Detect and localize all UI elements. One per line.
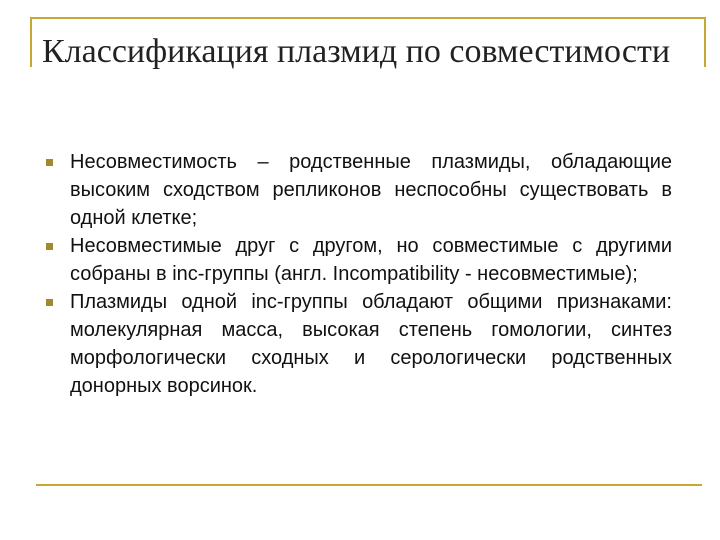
bullet-item-2	[42, 232, 672, 288]
square-bullet-icon	[46, 243, 53, 250]
bullet-item-3	[42, 288, 672, 400]
slide-title: Классификация плазмид по совместимости	[42, 33, 671, 70]
frame-right-line	[704, 17, 706, 67]
bullet-item-1	[42, 148, 672, 232]
bullet-text-2: Несовместимые друг с другом, но совместимые с другими собраны в inc-группы (англ. Incompatibility - несовместимые);	[70, 235, 672, 285]
frame-left-line	[30, 17, 32, 67]
bullet-list	[42, 148, 672, 400]
square-bullet-icon	[46, 299, 53, 306]
frame-bottom-line	[36, 484, 702, 486]
bullet-text-1: Несовместимость – родственные плазмиды, обладающие высоким сходством репликонов неспособны существовать в одной клетке;	[70, 151, 672, 229]
bullet-text-3: Плазмиды одной inc-группы обладают общими признаками: молекулярная масса, высокая степень гомологии, синтез морфологически сходных и серологически родственных донорных ворсинок.	[70, 291, 672, 397]
frame-top-line	[30, 17, 706, 19]
square-bullet-icon	[46, 159, 53, 166]
